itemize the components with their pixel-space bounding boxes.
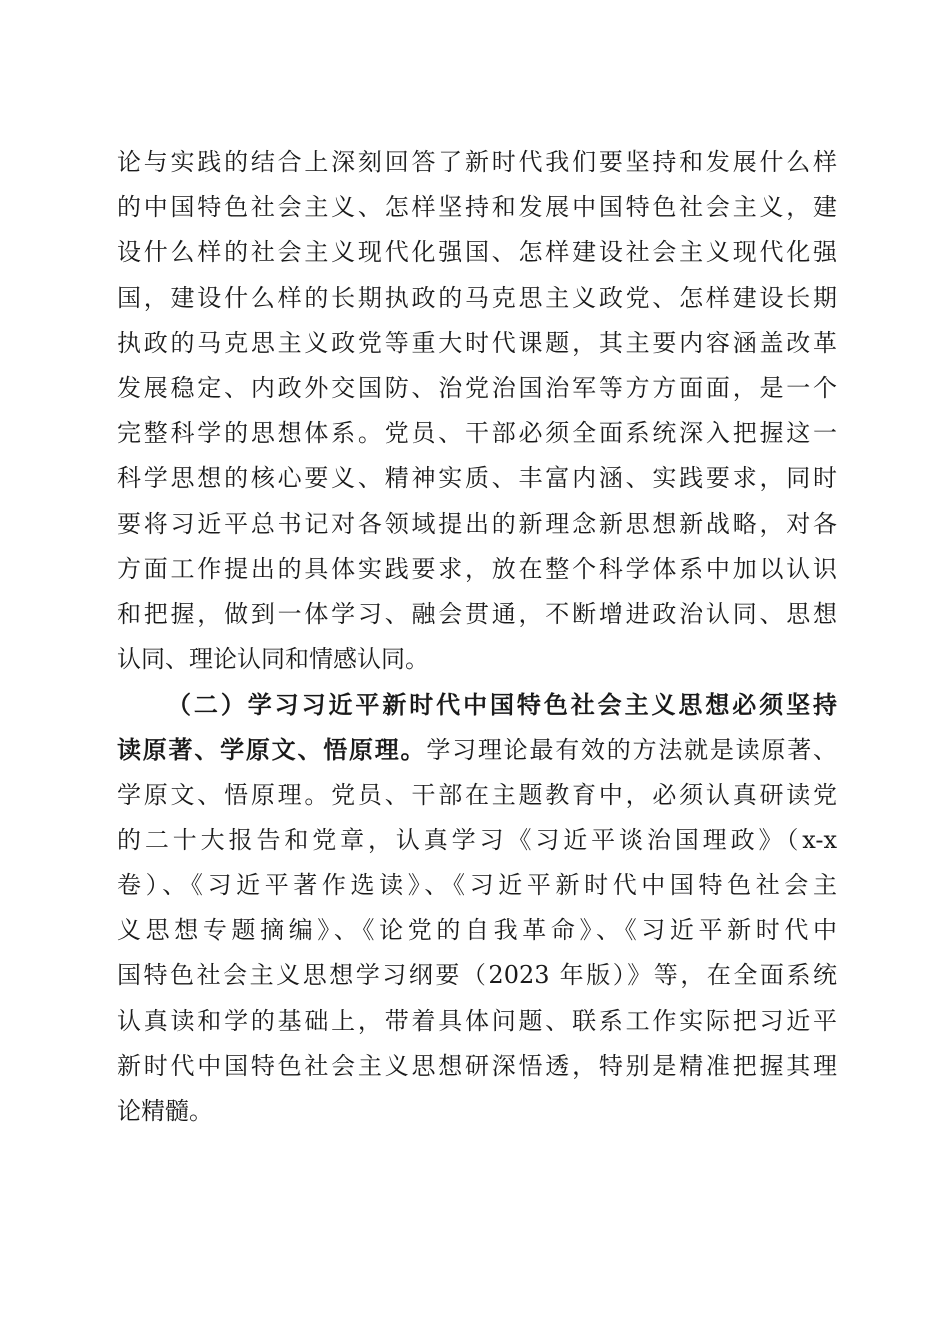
text-line: 卷）、《习近平著作选读》、《习近平新时代中国特色社会主	[117, 871, 837, 899]
text-line: 论与实践的结合上深刻回答了新时代我们要坚持和发展什么样	[117, 148, 837, 176]
text-line: 和把握，做到一体学习、融会贯通，不断增进政治认同、思想	[117, 599, 837, 628]
text-line: 国，建设什么样的长期执政的马克思主义政党、怎样建设长期	[117, 283, 837, 312]
document-body	[117, 140, 837, 1134]
text-line: 学原文、悟原理。党员、干部在主题教育中，必须认真研读党	[117, 780, 837, 809]
text-line	[117, 727, 837, 772]
text-line: 论精髓。	[117, 1096, 213, 1125]
text-line: 完整科学的思想体系。党员、干部必须全面系统深入把握这一	[117, 419, 837, 448]
text-line: 执政的马克思主义政党等重大时代课题，其主要内容涵盖改革	[117, 328, 837, 357]
text-line: 认真读和学的基础上，带着具体问题、联系工作实际把习近平	[117, 1006, 837, 1035]
text-line: 发展稳定、内政外交国防、治党治国治军等方方面面，是一个	[117, 373, 837, 402]
text-line: 义思想专题摘编》、《论党的自我革命》、《习近平新时代中	[117, 916, 837, 945]
section-heading: （二）学习习近平新时代中国特色社会主义思想必须坚持	[167, 690, 837, 720]
text-line: 要将习近平总书记对各领域提出的新理念新思想新战略，对各	[117, 509, 837, 538]
text-line: 的中国特色社会主义、怎样坚持和发展中国特色社会主义，建	[117, 193, 837, 222]
text-line: 科学思想的核心要义、精神实质、丰富内涵、实践要求，同时	[117, 464, 837, 493]
text-line: 方面工作提出的具体实践要求，放在整个科学体系中加以认识	[117, 554, 837, 583]
text-line: 的二十大报告和党章，认真学习《习近平谈治国理政》（x-x	[117, 825, 837, 854]
text-line: 新时代中国特色社会主义思想研深悟透，特别是精准把握其理	[117, 1051, 837, 1080]
section-heading-end: 读原著、学原文、悟原理。	[117, 735, 427, 765]
text-line: 国特色社会主义思想学习纲要（2023 年版）》等，在全面系统	[117, 961, 837, 990]
text-line: 设什么样的社会主义现代化强国、怎样建设社会主义现代化强	[117, 238, 837, 267]
text-span: 学习理论最有效的方法就是读原著、	[426, 736, 838, 765]
text-line: 认同、理论认同和情感认同。	[117, 645, 429, 674]
